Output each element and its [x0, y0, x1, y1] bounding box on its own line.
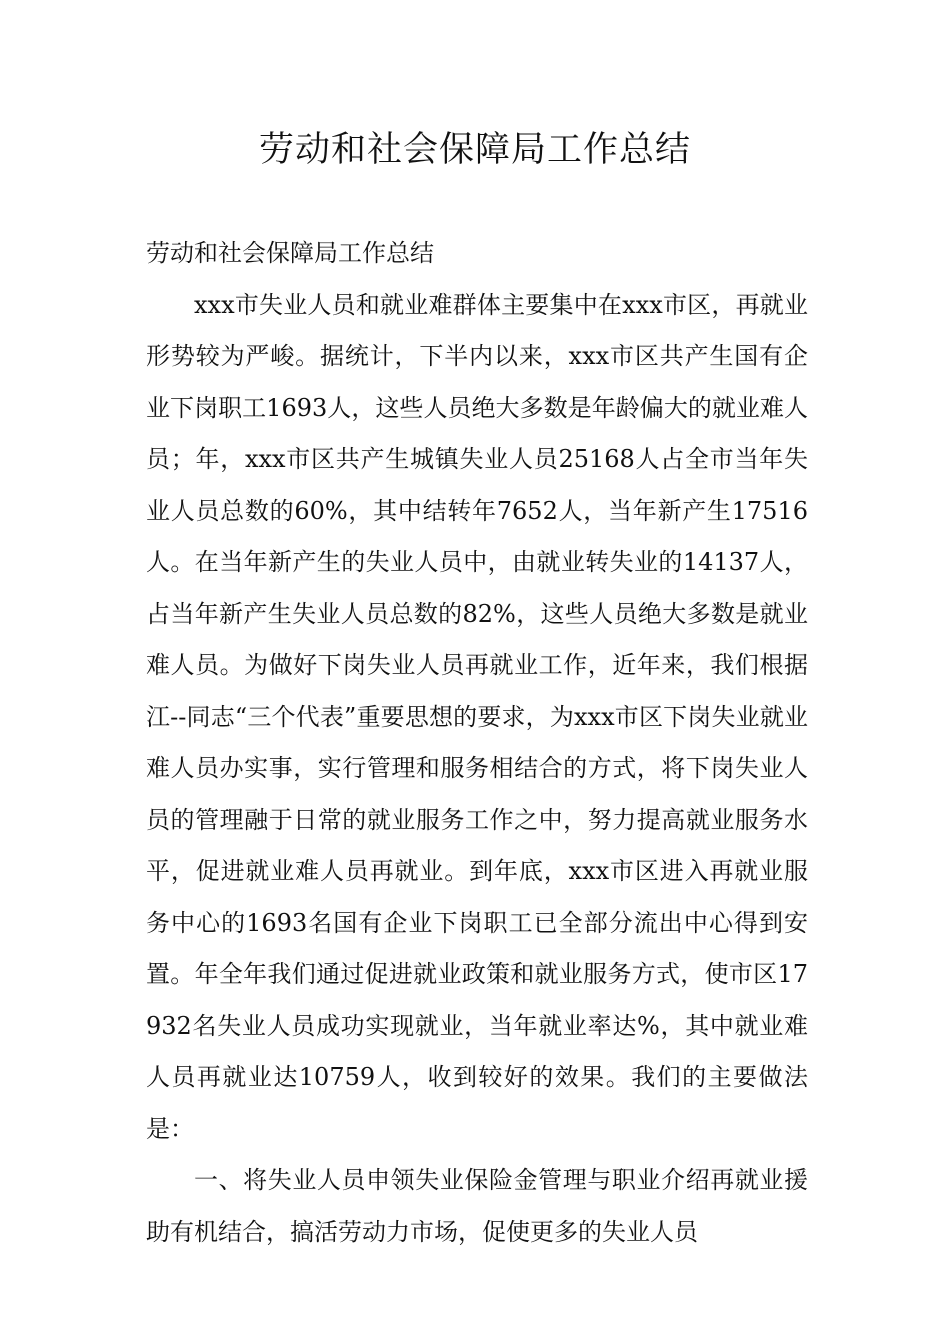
body-paragraph: 一、将失业人员申领失业保险金管理与职业介绍再就业援助有机结合，搞活劳动力市场，促使更多的失业人员: [146, 1166, 808, 1246]
document-subtitle: 劳动和社会保障局工作总结: [146, 239, 434, 267]
document-body: [146, 228, 808, 1258]
document-title: 劳动和社会保障局工作总结: [258, 130, 691, 170]
body-paragraph: xxx市失业人员和就业难群体主要集中在xxx市区，再就业形势较为严峻。据统计，下半内以来，xxx市区共产生国有企业下岗职工1693人，这些人员绝大多数是年龄偏大的就业难人员；年，xxx市区共产生城镇失业人员25168人占全市当年失业人员总数的60%，其中结转年7652人，当年新产生17516人。在当年新产生的失业人员中，由就业转失业的14137人，占当年新产生失业人员总数的82%，这些人员绝大多数是就业难人员。为做好下岗失业人员再就业工作，近年来，我们根据江--同志“三个代表”重要思想的要求，为xxx市区下岗失业就业难人员办实事，实行管理和服务相结合的方式，将下岗失业人员的管理融于日常的就业服务工作之中，努力提高就业服务水平，促进就业难人员再就业。到年底，xxx市区进入再就业服务中心的1693名国有企业下岗职工已全部分流出中心得到安置。年全年我们通过促进就业政策和就业服务方式，使市区17932名失业人员成功实现就业，当年就业率达%，其中就业难人员再就业达10759人，收到较好的效果。我们的主要做法是：: [146, 290, 808, 1143]
